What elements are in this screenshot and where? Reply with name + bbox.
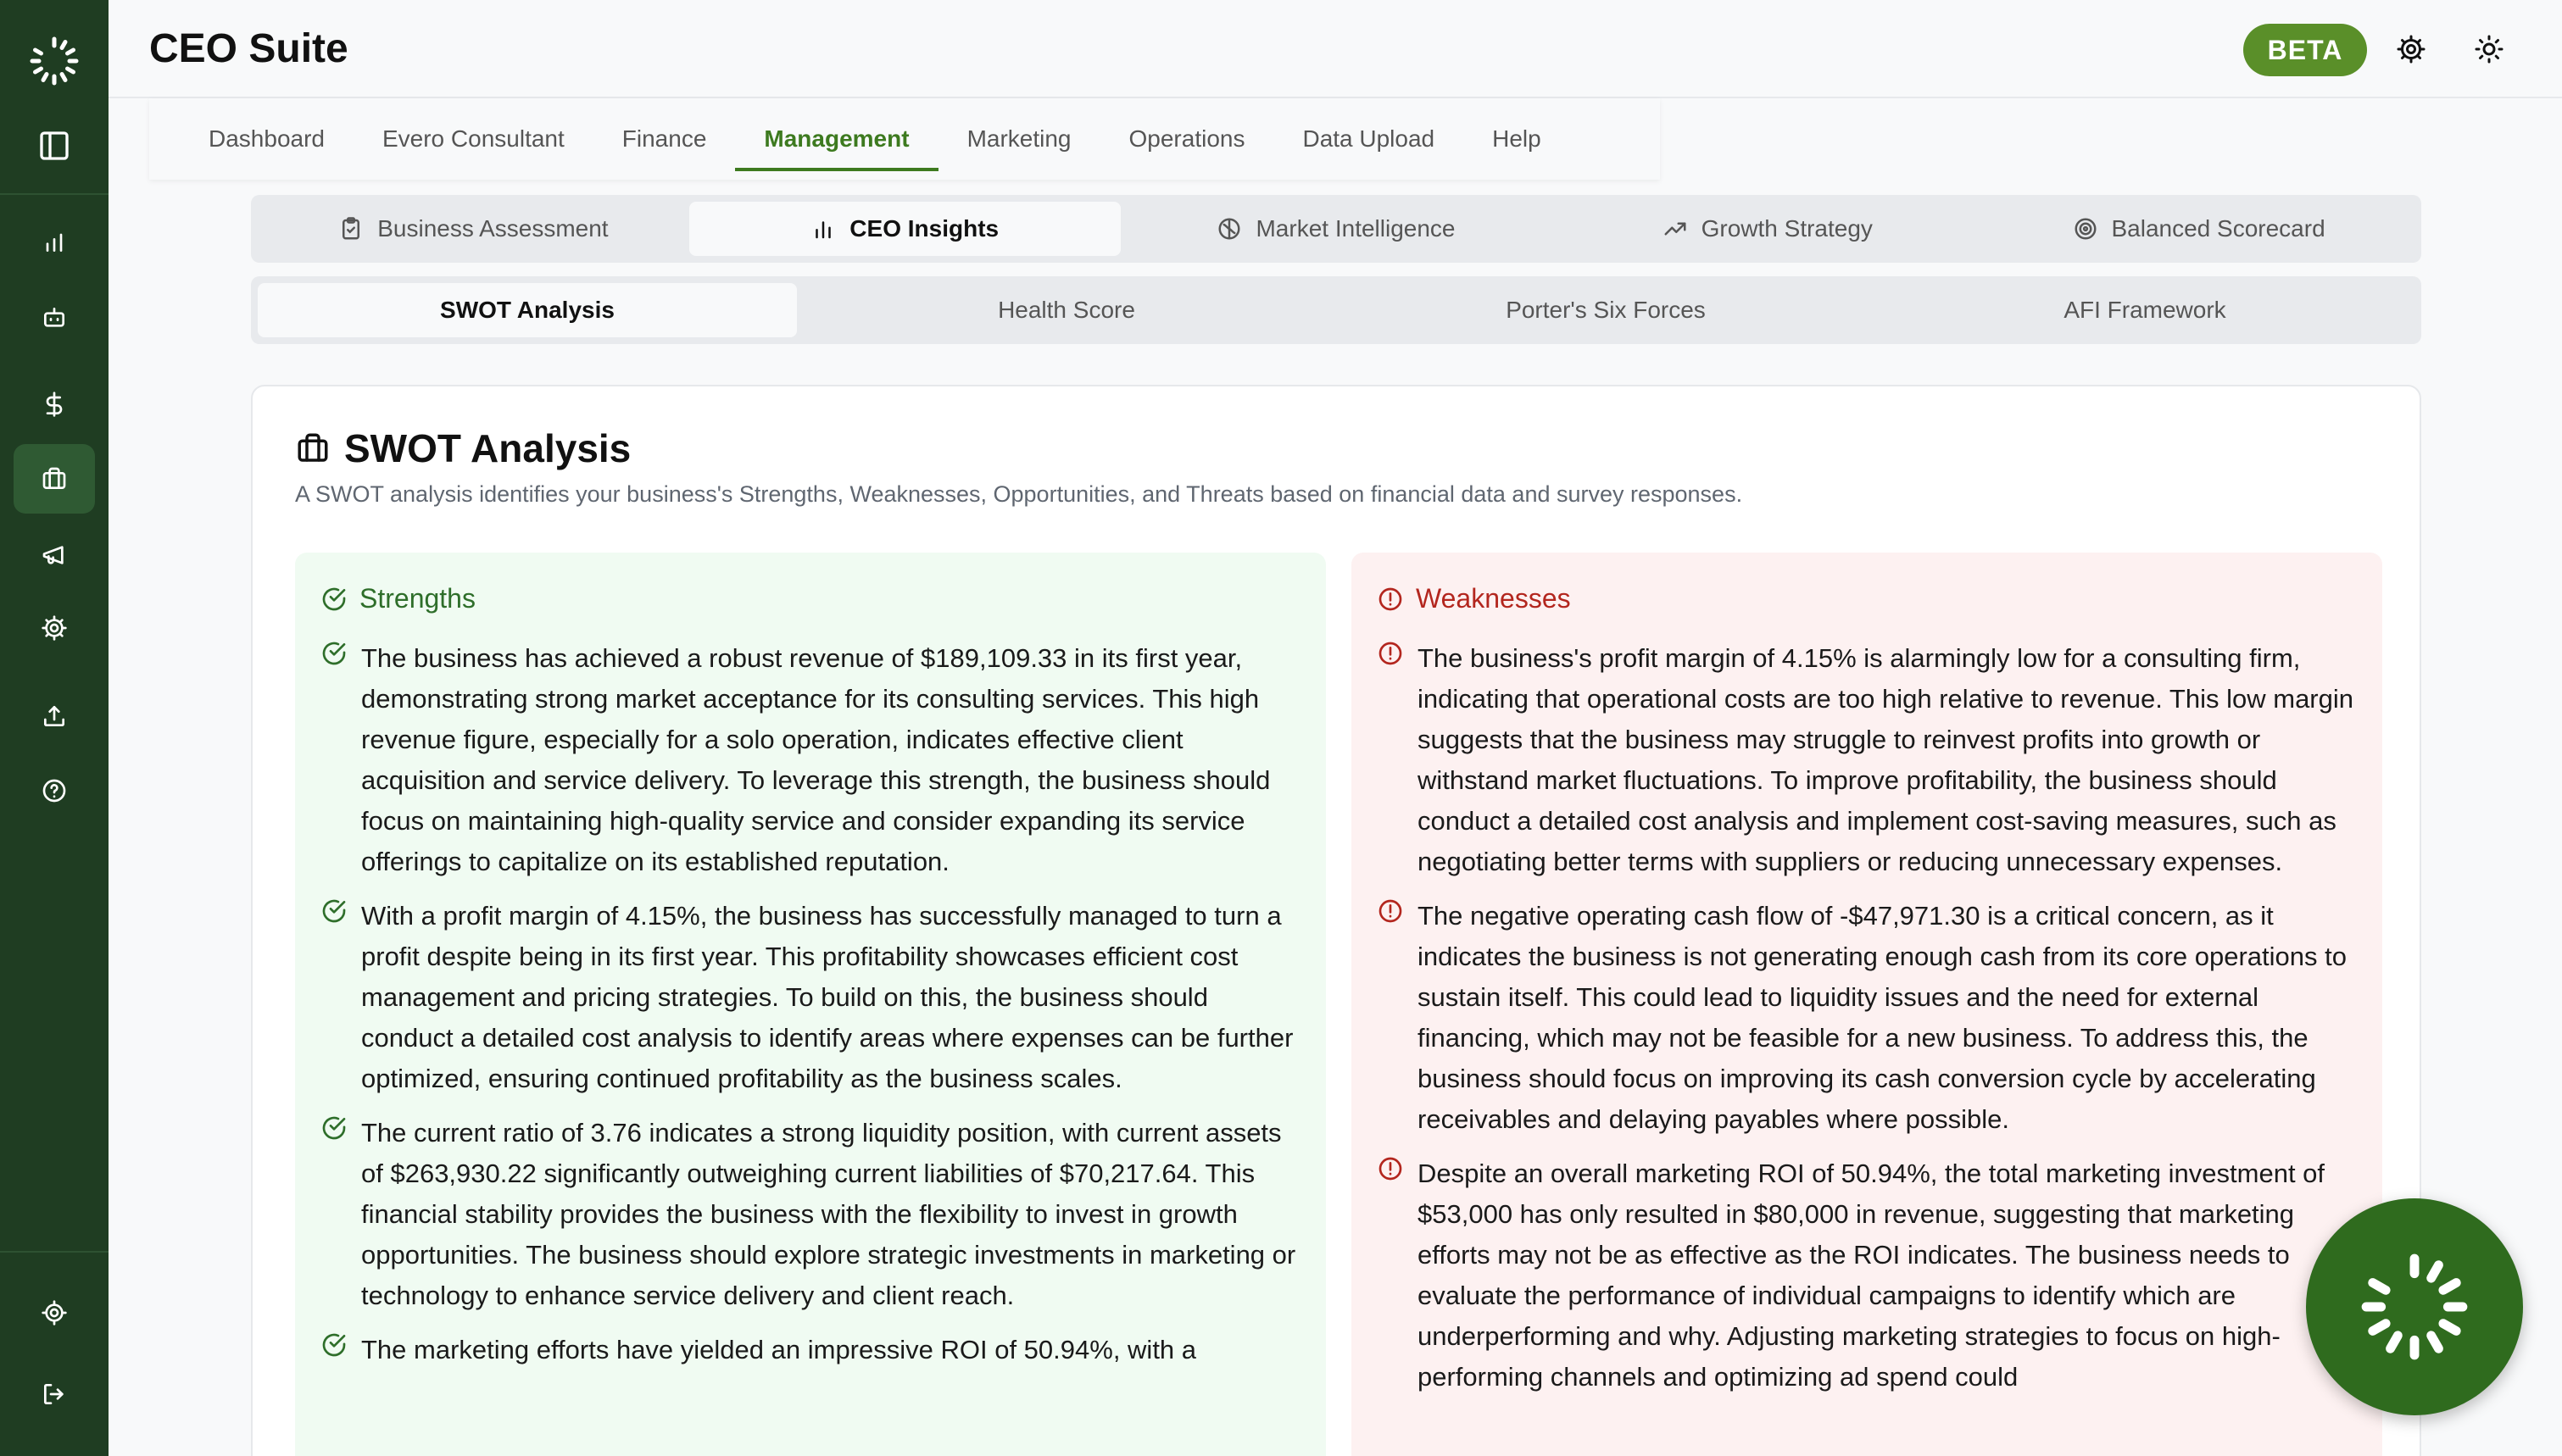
trending-up-icon [1663,216,1688,242]
list-item [320,638,1300,882]
subtab-growth-strategy[interactable] [1551,202,1983,256]
weakness-text: Despite an overall marketing ROI of 50.94%, the total marketing investment of $53,000 has only resulted in $80,000 in revenue, suggesting that marketing efforts may not be as effective as the ROI indicates. The business needs to evaluate the performance of individual campaigns to identify which are underperforming and why. Adjusting marketing strategies to focus on high-performing channels and optimizing ad spend could [1417,1159,2325,1392]
strengths-header [320,583,1300,614]
briefcase-icon [295,431,331,466]
sidebar [0,0,109,1456]
alert-circle-icon [1377,897,1404,925]
list-item [320,1113,1300,1316]
dollar-icon [41,391,68,418]
sidebar-divider [0,193,109,195]
subtab-business-assessment[interactable] [258,202,689,256]
list-item [1377,1153,2357,1398]
loader-icon [2355,1248,2474,1366]
strength-text: The business has achieved a robust revenue of $189,109.33 in its first year, demonstrating strong market acceptance for its consulting services. This high revenue figure, especially for a solo operation, indicates effective client acquisition and service delivery. To leverage this strength, the business should focus on maintaining high-quality service and consider expanding its service offerings to capitalize on its established reputation. [361,643,1271,876]
subtab-label: Balanced Scorecard [2111,215,2325,242]
sidebar-item-dashboard[interactable] [14,207,95,276]
check-circle-icon [320,897,348,925]
settings-gear-icon[interactable] [2396,34,2426,64]
strength-text: The current ratio of 3.76 indicates a strong liquidity position, with current assets of $263,930.22 significantly outweighing current liabilities of $70,217.64. This financial stability provides the business with the flexibility to invest in growth opportunities. The business should explore strategic investments in marketing or technology to enhance service delivery and client reach. [361,1118,1296,1310]
subtab-ceo-insights[interactable] [689,202,1121,256]
subtab-label: Market Intelligence [1256,215,1456,242]
check-circle-icon [320,640,348,667]
sidebar-item-logout[interactable] [14,1359,95,1429]
settings-icon [41,1299,68,1326]
help-icon [41,777,68,804]
check-circle-icon [320,586,348,613]
strengths-panel [295,553,1326,1456]
subtab-label: Business Assessment [377,215,609,242]
alert-circle-icon [1377,640,1404,667]
gear-icon [41,614,68,642]
strength-text: The marketing efforts have yielded an impressive ROI of 50.94%, with a [361,1335,1197,1364]
beta-badge: BETA [2243,24,2367,76]
sidebar-item-finance[interactable] [14,370,95,439]
upload-icon [41,703,68,730]
tab-evero-consultant[interactable]: Evero Consultant [382,125,565,152]
sidebar-item-data-upload[interactable] [14,681,95,751]
tab-finance[interactable]: Finance [621,125,707,152]
sidebar-divider [0,1251,109,1253]
card-description: A SWOT analysis identifies your business's Strengths, Weaknesses, Opportunities, and Threats based on financial data and survey responses. [295,481,1743,507]
tab-swot-analysis[interactable]: SWOT Analysis [258,283,797,337]
list-item [1377,638,2357,882]
chart-icon [41,228,68,255]
list-item [1377,896,2357,1140]
weaknesses-title: Weaknesses [1416,583,1571,614]
main-tabs [149,98,1660,180]
tab-porters-six-forces[interactable]: Porter's Six Forces [1506,297,1706,323]
strengths-title: Strengths [359,583,476,614]
logo-icon[interactable] [27,34,81,88]
weakness-text: The business's profit margin of 4.15% is alarmingly low for a consulting firm, indicating that operational costs are too high relative to revenue. This low margin suggests that the business may struggle to reinvest profits into growth or withstand market fluctuations. To improve profitability, the business should conduct a detailed cost analysis and implement cost-saving measures, such as negotiating better terms with suppliers or reducing unnecessary expenses. [1417,643,2353,876]
check-circle-icon [320,1114,348,1142]
alert-circle-icon [1377,586,1404,613]
sub-tabs [251,195,2421,263]
sidebar-item-marketing[interactable] [14,520,95,590]
megaphone-icon [41,542,68,569]
tab-marketing[interactable]: Marketing [966,125,1072,152]
app-title: CEO Suite [149,26,348,71]
weaknesses-panel [1351,553,2382,1456]
subtab-balanced-scorecard[interactable] [1983,202,2414,256]
sidebar-toggle-icon[interactable] [37,129,71,163]
subtab-label: CEO Insights [849,215,1000,242]
sidebar-item-help[interactable] [14,756,95,825]
tab-afi-framework[interactable]: AFI Framework [2064,297,2226,323]
analysis-tabs [251,276,2421,344]
briefcase-icon [41,465,68,492]
alert-circle-icon [1377,1155,1404,1182]
tab-health-score[interactable]: Health Score [998,297,1135,323]
theme-sun-icon[interactable] [2474,34,2504,64]
card-title [295,425,631,471]
tab-operations[interactable]: Operations [1128,125,1245,152]
sidebar-item-operations[interactable] [14,593,95,663]
subtab-label: Growth Strategy [1701,215,1873,242]
weaknesses-header [1377,583,2357,614]
card-title-text: SWOT Analysis [344,426,632,470]
subtab-market-intelligence[interactable] [1121,202,1552,256]
tab-management[interactable]: Management [735,98,938,180]
swot-card [251,385,2421,1456]
bot-icon [41,304,68,331]
clipboard-icon [338,216,364,242]
tab-help[interactable]: Help [1492,125,1541,152]
tab-dashboard[interactable]: Dashboard [209,125,325,152]
sidebar-item-settings[interactable] [14,1278,95,1348]
brain-icon [1217,216,1242,242]
list-item [320,1330,1300,1370]
weakness-text: The negative operating cash flow of -$47,971.30 is a critical concern, as it indicates the business is not generating enough cash from its core operations to sustain itself. This could lead to liquidity issues and the need for external financing, which may not be feasible for a new business. To address this, the business should focus on improving its cash conversion cycle by accelerating receivables and delaying payables where possible. [1417,901,2347,1134]
strength-text: With a profit margin of 4.15%, the business has successfully managed to turn a profit despite being in its first year. This profitability showcases efficient cost management and pricing strategies. To build on this, the business should conduct a detailed cost analysis to identify areas where expenses can be further optimized, ensuring continued profitability as the business scales. [361,901,1294,1093]
bar-chart-icon [810,216,836,242]
target-icon [2073,216,2098,242]
check-circle-icon [320,1331,348,1359]
assistant-fab-button[interactable] [2306,1198,2523,1415]
tab-data-upload[interactable]: Data Upload [1302,125,1435,152]
logout-icon [41,1381,68,1408]
sidebar-item-consultant[interactable] [14,283,95,353]
list-item [320,896,1300,1099]
header [109,0,2562,98]
sidebar-item-management[interactable] [14,444,95,514]
